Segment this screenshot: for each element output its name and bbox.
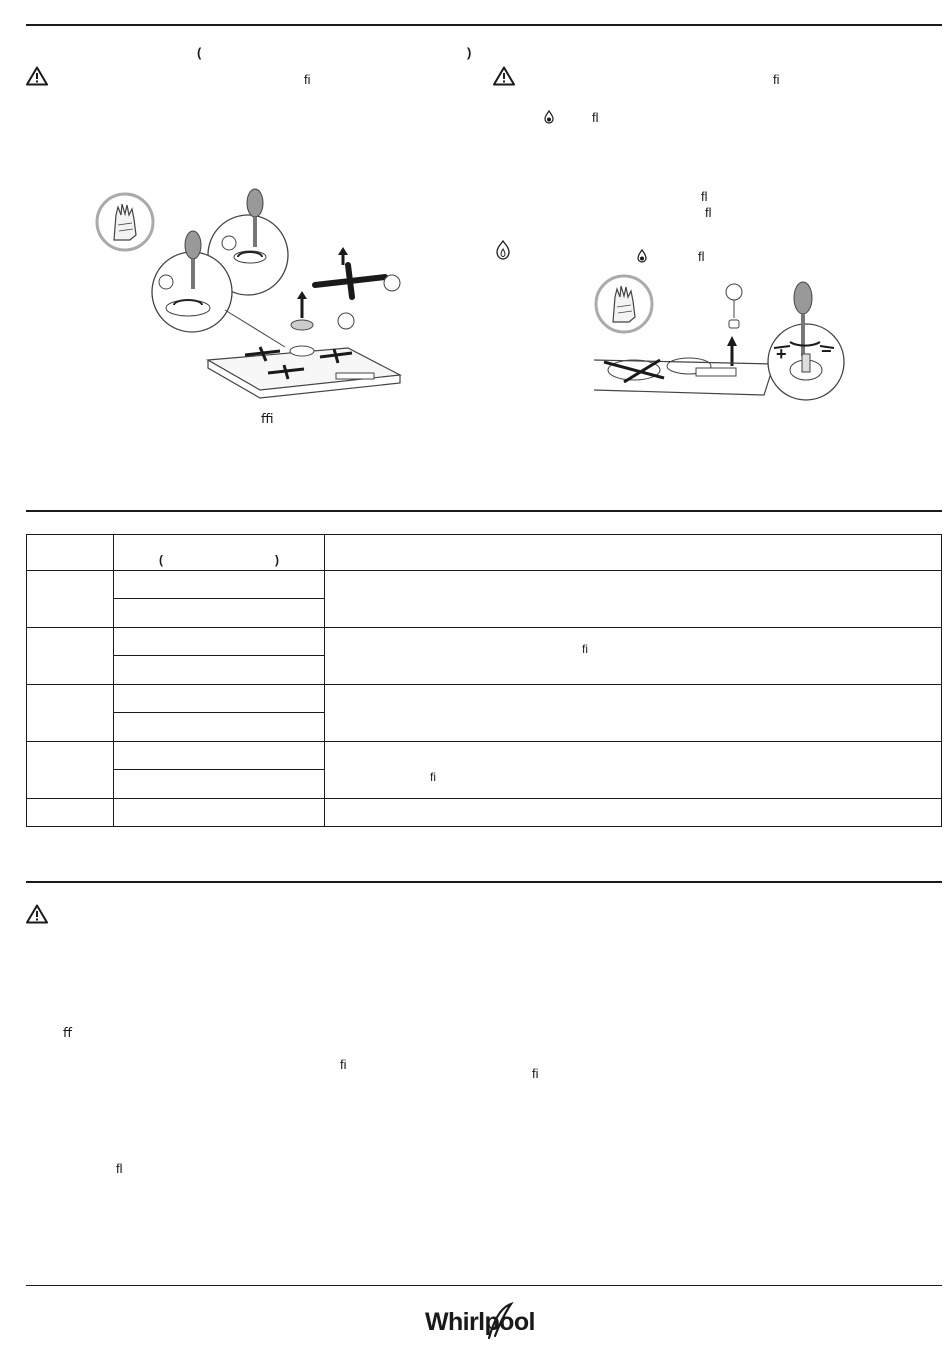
flame-adjustment-illustration (594, 270, 850, 410)
ligature-fi: ﬁ (304, 72, 311, 87)
gloves-icon (97, 194, 153, 250)
ligature-fl: ﬂ (705, 205, 712, 220)
table-row (27, 799, 942, 827)
gloves-icon (596, 276, 652, 332)
flame-small-icon (543, 110, 555, 124)
table-row (27, 685, 942, 713)
section3-rule (26, 881, 942, 883)
table-cell (325, 685, 942, 742)
ligature-ff: ﬀ (63, 1025, 72, 1040)
warning-icon (493, 66, 515, 86)
table-cell (27, 628, 114, 685)
whirlpool-logo (423, 1302, 547, 1342)
table-cell (27, 685, 114, 742)
flame-small-icon (636, 249, 648, 263)
table-cell (114, 770, 325, 799)
burner-spec-table (26, 534, 942, 827)
table-cell (27, 535, 114, 571)
footer-rule (26, 1285, 942, 1286)
table-cell (114, 799, 325, 827)
heading-paren-open: ( (197, 45, 202, 60)
table-section-rule (26, 510, 942, 512)
ligature-fi: ﬁ (773, 72, 780, 87)
table-cell (27, 571, 114, 628)
paren-open: ( (159, 553, 163, 567)
table-cell (27, 742, 114, 799)
burner-removal-illustration (90, 185, 410, 410)
table-row (27, 742, 942, 770)
ligature-fi: ﬁ (582, 642, 588, 656)
table-cell (114, 656, 325, 685)
flame-max-icon (495, 240, 511, 260)
ligature-fl: ﬂ (701, 189, 708, 204)
warning-icon (26, 904, 48, 924)
warning-icon (26, 66, 48, 86)
heading-paren-close: ) (467, 45, 472, 60)
table-cell (114, 742, 325, 770)
table-row (27, 628, 942, 656)
ligature-fl: ﬂ (116, 1161, 123, 1176)
ligature-fi: ﬁ (340, 1057, 347, 1072)
brand-name: Whirlpool (425, 1308, 535, 1336)
table-cell (114, 571, 325, 599)
table-cell (114, 599, 325, 628)
ligature-fl: ﬂ (592, 110, 599, 125)
ligature-fi: ﬁ (532, 1066, 539, 1081)
table-cell (114, 713, 325, 742)
table-cell (114, 535, 325, 571)
table-row (27, 571, 942, 599)
table-cell (325, 535, 942, 571)
ligature-fi: ﬁ (430, 770, 436, 784)
table-cell (325, 628, 942, 685)
table-cell (325, 742, 942, 799)
table-cell (114, 685, 325, 713)
table-cell (325, 571, 942, 628)
table-row (27, 535, 942, 571)
plus-symbol: + (776, 344, 787, 364)
table-cell (27, 799, 114, 827)
pan-support-icon (315, 247, 385, 297)
table-cell (325, 799, 942, 827)
paren-close: ) (275, 553, 279, 567)
top-rule (26, 24, 942, 26)
ligature-fl: ﬂ (698, 249, 705, 264)
hob-illustration (208, 346, 400, 398)
minus-symbol: − (821, 341, 832, 361)
table-cell (114, 628, 325, 656)
ligature-ffi: ﬃ (261, 411, 274, 426)
